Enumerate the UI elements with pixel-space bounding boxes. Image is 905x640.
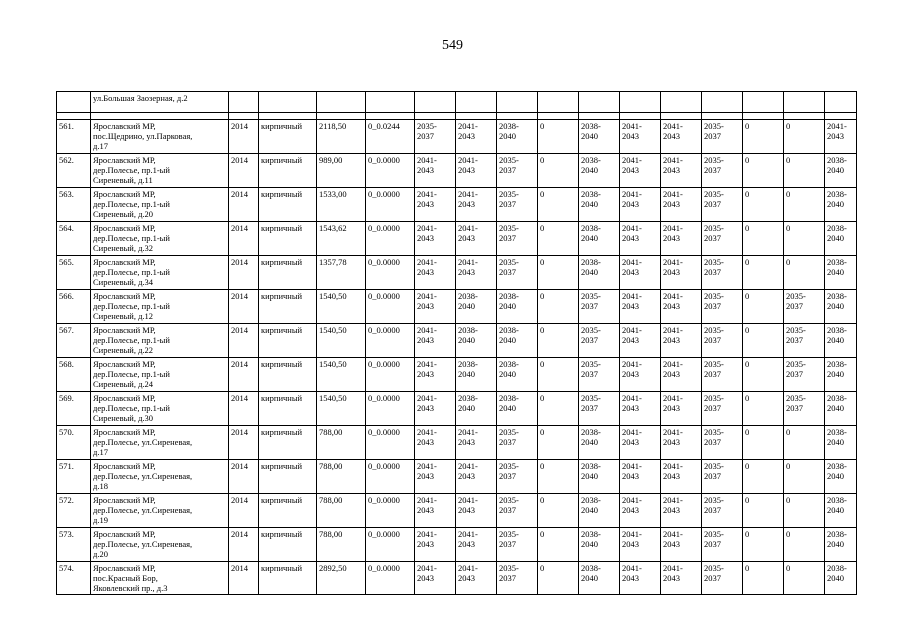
cell-year: 2014 <box>229 290 259 324</box>
cell-period-3: 2035- 2037 <box>497 188 538 222</box>
cell-period-6: 2041- 2043 <box>620 494 661 528</box>
table-row <box>57 290 857 324</box>
cell-num: 563. <box>57 188 91 222</box>
cell-period-1: 2041- 2043 <box>415 222 456 256</box>
cell-value-10: 0 <box>784 528 825 562</box>
cell-period-3: 2038- 2040 <box>497 290 538 324</box>
cell-period-2: 2041- 2043 <box>456 494 497 528</box>
cell-material: кирпичный <box>259 188 317 222</box>
cell-area: 1540,50 <box>317 392 366 426</box>
cell-period-6: 2041- 2043 <box>620 256 661 290</box>
cell-year: 2014 <box>229 426 259 460</box>
cell-material: кирпичный <box>259 324 317 358</box>
cell-period-2: 2041- 2043 <box>456 222 497 256</box>
cell-period-2: 2041- 2043 <box>456 426 497 460</box>
cell-code: 0_0.0000 <box>366 562 415 595</box>
cell-material: кирпичный <box>259 494 317 528</box>
cell-num: 568. <box>57 358 91 392</box>
cell-material: кирпичный <box>259 426 317 460</box>
cell-code: 0_0.0000 <box>366 392 415 426</box>
table-row <box>57 494 857 528</box>
cell-period-3: 2035- 2037 <box>497 528 538 562</box>
cell-period-1: 2041- 2043 <box>415 562 456 595</box>
cell-period-5: 2038- 2040 <box>579 188 620 222</box>
cell-num: 569. <box>57 392 91 426</box>
cell-value-9: 0 <box>743 528 784 562</box>
cell-period-7: 2041- 2043 <box>661 154 702 188</box>
cell-value-4: 0 <box>538 256 579 290</box>
cell-num: 574. <box>57 562 91 595</box>
cell-code: 0_0.0000 <box>366 426 415 460</box>
cell-value-10: 0 <box>784 256 825 290</box>
cell-year: 2014 <box>229 358 259 392</box>
cell-code: 0_0.0000 <box>366 324 415 358</box>
cell-period-5: 2035- 2037 <box>579 324 620 358</box>
cell-period-8: 2035- 2037 <box>702 290 743 324</box>
cell-value-9: 0 <box>743 120 784 154</box>
cell-value-9: 0 <box>743 188 784 222</box>
cell-year: 2014 <box>229 528 259 562</box>
table-row <box>57 392 857 426</box>
cell-value-4: 0 <box>538 154 579 188</box>
cell-num: 570. <box>57 426 91 460</box>
cell-period-2: 2041- 2043 <box>456 460 497 494</box>
cell-area: 2892,50 <box>317 562 366 595</box>
cell-address: Ярославский МР, дер.Полесье, пр.1-ый Сиреневый, д.11 <box>91 154 229 188</box>
cell-num: 561. <box>57 120 91 154</box>
table-row <box>57 120 857 154</box>
cell-period-6: 2041- 2043 <box>620 324 661 358</box>
cell-period-5: 2035- 2037 <box>579 392 620 426</box>
cell-year: 2014 <box>229 188 259 222</box>
cell-period-7: 2041- 2043 <box>661 324 702 358</box>
cell-num <box>57 92 91 113</box>
cell-period-2: 2041- 2043 <box>456 154 497 188</box>
cell-area: 788,00 <box>317 494 366 528</box>
cell-value-4: 0 <box>538 358 579 392</box>
cell-period-3: 2038- 2040 <box>497 120 538 154</box>
cell-code: 0_0.0000 <box>366 256 415 290</box>
table-row <box>57 358 857 392</box>
cell-material: кирпичный <box>259 562 317 595</box>
cell-value-10: 0 <box>784 120 825 154</box>
cell-period-11: 2038- 2040 <box>825 222 857 256</box>
cell-period-7: 2041- 2043 <box>661 426 702 460</box>
cell-value-10: 2035- 2037 <box>784 324 825 358</box>
cell-value-4: 0 <box>538 528 579 562</box>
cell-period-2: 2041- 2043 <box>456 188 497 222</box>
cell-period-1: 2041- 2043 <box>415 154 456 188</box>
cell-year: 2014 <box>229 494 259 528</box>
cell-period-3: 2038- 2040 <box>497 324 538 358</box>
cell-area: 788,00 <box>317 528 366 562</box>
cell-period-3: 2035- 2037 <box>497 562 538 595</box>
cell-period-11: 2041- 2043 <box>825 120 857 154</box>
cell-period-2: 2041- 2043 <box>456 120 497 154</box>
cell-value-9: 0 <box>743 494 784 528</box>
cell-value-10: 0 <box>784 494 825 528</box>
cell-period-8: 2035- 2037 <box>702 494 743 528</box>
cell-period-7: 2041- 2043 <box>661 290 702 324</box>
cell-period-6: 2041- 2043 <box>620 154 661 188</box>
cell-period-3: 2035- 2037 <box>497 494 538 528</box>
cell-area: 788,00 <box>317 426 366 460</box>
cell-address: Ярославский МР, дер.Полесье, пр.1-ый Сиреневый, д.20 <box>91 188 229 222</box>
cell-period-11: 2038- 2040 <box>825 154 857 188</box>
cell-period-8: 2035- 2037 <box>702 460 743 494</box>
cell-value-9: 0 <box>743 460 784 494</box>
table-row <box>57 324 857 358</box>
cell-value-4: 0 <box>538 426 579 460</box>
cell-period-6: 2041- 2043 <box>620 426 661 460</box>
cell-num: 564. <box>57 222 91 256</box>
cell-period-3: 2035- 2037 <box>497 460 538 494</box>
cell-period-5: 2038- 2040 <box>579 426 620 460</box>
cell-period-1: 2041- 2043 <box>415 426 456 460</box>
cell-code: 0_0.0244 <box>366 120 415 154</box>
cell-period-3: 2035- 2037 <box>497 426 538 460</box>
cell-value-10: 0 <box>784 460 825 494</box>
cell-year: 2014 <box>229 120 259 154</box>
cell-period-5: 2038- 2040 <box>579 256 620 290</box>
cell-period-1: 2041- 2043 <box>415 528 456 562</box>
cell-area: 788,00 <box>317 460 366 494</box>
cell-material: кирпичный <box>259 256 317 290</box>
cell-area: 1533,00 <box>317 188 366 222</box>
table-row <box>57 256 857 290</box>
cell-address: Ярославский МР, дер.Полесье, пр.1-ый Сиреневый, д.30 <box>91 392 229 426</box>
cell-value-10: 0 <box>784 222 825 256</box>
cell-period-11: 2038- 2040 <box>825 324 857 358</box>
cell-code: 0_0.0000 <box>366 494 415 528</box>
housing-registry-table <box>56 91 857 595</box>
cell-num: 571. <box>57 460 91 494</box>
cell-value-9: 0 <box>743 562 784 595</box>
cell-value-4: 0 <box>538 324 579 358</box>
cell-period-7: 2041- 2043 <box>661 188 702 222</box>
cell-address: Ярославский МР, дер.Полесье, ул.Сиреневая, д.17 <box>91 426 229 460</box>
cell-period-1: 2035- 2037 <box>415 120 456 154</box>
cell-period-7: 2041- 2043 <box>661 460 702 494</box>
table-row-continued <box>57 92 857 113</box>
cell-period-8: 2035- 2037 <box>702 358 743 392</box>
cell-period-11: 2038- 2040 <box>825 256 857 290</box>
cell-period-2: 2041- 2043 <box>456 256 497 290</box>
cell-value-10: 2035- 2037 <box>784 358 825 392</box>
cell-period-6: 2041- 2043 <box>620 460 661 494</box>
cell-value-9: 0 <box>743 256 784 290</box>
cell-code: 0_0.0000 <box>366 154 415 188</box>
cell-num: 572. <box>57 494 91 528</box>
cell-value-4: 0 <box>538 494 579 528</box>
cell-year: 2014 <box>229 562 259 595</box>
cell-period-6: 2041- 2043 <box>620 188 661 222</box>
cell-num: 567. <box>57 324 91 358</box>
cell-period-5: 2035- 2037 <box>579 290 620 324</box>
cell-value-4: 0 <box>538 120 579 154</box>
cell-period-3: 2038- 2040 <box>497 392 538 426</box>
cell-value-10: 0 <box>784 426 825 460</box>
cell-address: Ярославский МР, дер.Полесье, пр.1-ый Сиреневый, д.32 <box>91 222 229 256</box>
cell-area: 1543,62 <box>317 222 366 256</box>
cell-code: 0_0.0000 <box>366 188 415 222</box>
cell-period-7: 2041- 2043 <box>661 562 702 595</box>
cell-period-1: 2041- 2043 <box>415 494 456 528</box>
cell-period-1: 2041- 2043 <box>415 460 456 494</box>
cell-period-11: 2038- 2040 <box>825 426 857 460</box>
cell-period-2: 2041- 2043 <box>456 528 497 562</box>
cell-year: 2014 <box>229 154 259 188</box>
cell-value-4: 0 <box>538 188 579 222</box>
cell-material: кирпичный <box>259 222 317 256</box>
cell-area: 1540,50 <box>317 290 366 324</box>
cell-address: Ярославский МР, пос.Красный Бор, Яковлевский пр., д.3 <box>91 562 229 595</box>
cell-value-9: 0 <box>743 324 784 358</box>
cell-value-4: 0 <box>538 290 579 324</box>
cell-period-11: 2038- 2040 <box>825 528 857 562</box>
cell-year: 2014 <box>229 460 259 494</box>
cell-material: кирпичный <box>259 290 317 324</box>
cell-year: 2014 <box>229 256 259 290</box>
cell-value-4: 0 <box>538 562 579 595</box>
cell-area: 1357,78 <box>317 256 366 290</box>
cell-value-4: 0 <box>538 392 579 426</box>
cell-period-7: 2041- 2043 <box>661 494 702 528</box>
cell-period-3: 2035- 2037 <box>497 256 538 290</box>
cell-period-8: 2035- 2037 <box>702 188 743 222</box>
cell-period-7: 2041- 2043 <box>661 120 702 154</box>
cell-area: 989,00 <box>317 154 366 188</box>
cell-year: 2014 <box>229 324 259 358</box>
cell-period-5: 2038- 2040 <box>579 528 620 562</box>
cell-value-9: 0 <box>743 290 784 324</box>
cell-period-8: 2035- 2037 <box>702 392 743 426</box>
table-body <box>57 92 857 595</box>
cell-value-9: 0 <box>743 392 784 426</box>
cell-period-3: 2035- 2037 <box>497 154 538 188</box>
cell-period-1: 2041- 2043 <box>415 392 456 426</box>
cell-period-6: 2041- 2043 <box>620 562 661 595</box>
cell-code: 0_0.0000 <box>366 290 415 324</box>
cell-period-8: 2035- 2037 <box>702 562 743 595</box>
cell-address: Ярославский МР, дер.Полесье, пр.1-ый Сиреневый, д.34 <box>91 256 229 290</box>
cell-material: кирпичный <box>259 460 317 494</box>
cell-period-2: 2038- 2040 <box>456 290 497 324</box>
cell-period-2: 2038- 2040 <box>456 358 497 392</box>
cell-address: Ярославский МР, дер.Полесье, пр.1-ый Сиреневый, д.24 <box>91 358 229 392</box>
cell-address: Ярославский МР, дер.Полесье, пр.1-ый Сиреневый, д.12 <box>91 290 229 324</box>
cell-period-6: 2041- 2043 <box>620 290 661 324</box>
cell-period-8: 2035- 2037 <box>702 120 743 154</box>
cell-period-5: 2038- 2040 <box>579 120 620 154</box>
table-row <box>57 528 857 562</box>
cell-year: 2014 <box>229 392 259 426</box>
cell-period-11: 2038- 2040 <box>825 188 857 222</box>
table-row <box>57 154 857 188</box>
cell-period-8: 2035- 2037 <box>702 222 743 256</box>
cell-value-10: 2035- 2037 <box>784 290 825 324</box>
table-row <box>57 188 857 222</box>
cell-code: 0_0.0000 <box>366 460 415 494</box>
cell-address: Ярославский МР, пос.Щедрино, ул.Парковая, д.17 <box>91 120 229 154</box>
cell-period-3: 2038- 2040 <box>497 358 538 392</box>
cell-period-5: 2035- 2037 <box>579 358 620 392</box>
cell-period-6: 2041- 2043 <box>620 120 661 154</box>
cell-value-9: 0 <box>743 358 784 392</box>
cell-code: 0_0.0000 <box>366 358 415 392</box>
cell-period-1: 2041- 2043 <box>415 256 456 290</box>
cell-period-2: 2041- 2043 <box>456 562 497 595</box>
cell-area: 2118,50 <box>317 120 366 154</box>
cell-period-1: 2041- 2043 <box>415 188 456 222</box>
cell-period-1: 2041- 2043 <box>415 290 456 324</box>
cell-period-8: 2035- 2037 <box>702 154 743 188</box>
cell-code: 0_0.0000 <box>366 222 415 256</box>
table-spacer-row <box>57 113 857 120</box>
cell-period-11: 2038- 2040 <box>825 290 857 324</box>
cell-material: кирпичный <box>259 120 317 154</box>
cell-period-11: 2038- 2040 <box>825 358 857 392</box>
table-row <box>57 222 857 256</box>
table-row <box>57 426 857 460</box>
cell-period-11: 2038- 2040 <box>825 562 857 595</box>
cell-period-5: 2038- 2040 <box>579 562 620 595</box>
cell-value-4: 0 <box>538 460 579 494</box>
cell-value-9: 0 <box>743 222 784 256</box>
cell-period-5: 2038- 2040 <box>579 222 620 256</box>
cell-num: 573. <box>57 528 91 562</box>
cell-period-7: 2041- 2043 <box>661 358 702 392</box>
cell-value-10: 0 <box>784 562 825 595</box>
page-number: 549 <box>442 38 463 53</box>
table-row <box>57 460 857 494</box>
cell-period-11: 2038- 2040 <box>825 392 857 426</box>
cell-address: ул.Большая Заозерная, д.2 <box>91 92 229 113</box>
cell-period-7: 2041- 2043 <box>661 256 702 290</box>
cell-period-6: 2041- 2043 <box>620 528 661 562</box>
cell-address: Ярославский МР, дер.Полесье, ул.Сиреневая, д.20 <box>91 528 229 562</box>
cell-value-4: 0 <box>538 222 579 256</box>
cell-period-7: 2041- 2043 <box>661 528 702 562</box>
cell-area: 1540,50 <box>317 358 366 392</box>
cell-period-11: 2038- 2040 <box>825 460 857 494</box>
cell-period-5: 2038- 2040 <box>579 494 620 528</box>
cell-period-1: 2041- 2043 <box>415 358 456 392</box>
cell-period-2: 2038- 2040 <box>456 324 497 358</box>
cell-address: Ярославский МР, дер.Полесье, ул.Сиреневая, д.18 <box>91 460 229 494</box>
cell-period-7: 2041- 2043 <box>661 222 702 256</box>
cell-period-1: 2041- 2043 <box>415 324 456 358</box>
cell-value-10: 0 <box>784 154 825 188</box>
cell-period-6: 2041- 2043 <box>620 222 661 256</box>
cell-material: кирпичный <box>259 154 317 188</box>
cell-period-3: 2035- 2037 <box>497 222 538 256</box>
cell-value-9: 0 <box>743 154 784 188</box>
cell-period-5: 2038- 2040 <box>579 460 620 494</box>
cell-address: Ярославский МР, дер.Полесье, ул.Сиреневая, д.19 <box>91 494 229 528</box>
cell-period-7: 2041- 2043 <box>661 392 702 426</box>
cell-period-6: 2041- 2043 <box>620 392 661 426</box>
cell-period-5: 2038- 2040 <box>579 154 620 188</box>
cell-period-8: 2035- 2037 <box>702 256 743 290</box>
cell-material: кирпичный <box>259 528 317 562</box>
cell-material: кирпичный <box>259 358 317 392</box>
cell-year: 2014 <box>229 222 259 256</box>
cell-period-6: 2041- 2043 <box>620 358 661 392</box>
cell-address: Ярославский МР, дер.Полесье, пр.1-ый Сиреневый, д.22 <box>91 324 229 358</box>
cell-period-8: 2035- 2037 <box>702 324 743 358</box>
cell-num: 566. <box>57 290 91 324</box>
cell-code: 0_0.0000 <box>366 528 415 562</box>
cell-period-11: 2038- 2040 <box>825 494 857 528</box>
cell-period-2: 2038- 2040 <box>456 392 497 426</box>
cell-num: 565. <box>57 256 91 290</box>
cell-value-9: 0 <box>743 426 784 460</box>
cell-value-10: 2035- 2037 <box>784 392 825 426</box>
cell-material: кирпичный <box>259 392 317 426</box>
table-row <box>57 562 857 595</box>
cell-period-8: 2035- 2037 <box>702 426 743 460</box>
cell-area: 1540,50 <box>317 324 366 358</box>
cell-period-8: 2035- 2037 <box>702 528 743 562</box>
cell-value-10: 0 <box>784 188 825 222</box>
cell-num: 562. <box>57 154 91 188</box>
